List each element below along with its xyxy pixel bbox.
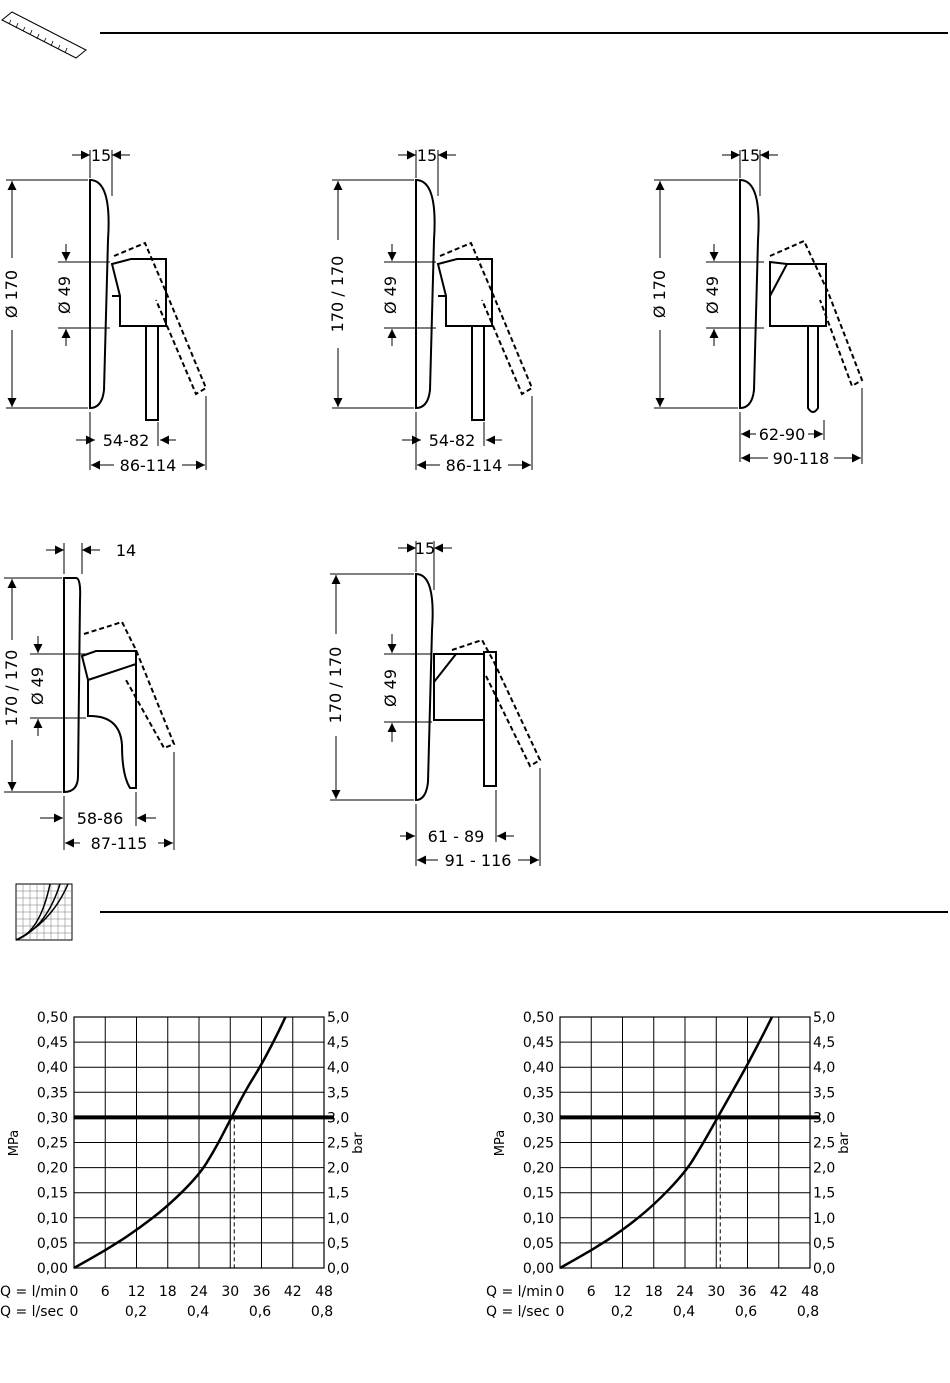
lever-open-position	[440, 243, 532, 394]
dimension-depth-long: 90-118	[772, 449, 830, 468]
dimension-depth-short: 54-82	[102, 431, 150, 450]
x-axis-label-lsec: Q = l/sec	[0, 1304, 64, 1320]
x-tick-label-lmin: 18	[644, 1284, 663, 1300]
y-tick-label-right: 4,5	[813, 1035, 836, 1052]
y-tick-label-right: 2,5	[327, 1135, 350, 1152]
dimension-depth-short: 58-86	[76, 809, 124, 828]
y-tick-label-right: 0,0	[327, 1261, 350, 1277]
dimension-rosette: Ø 49	[381, 275, 400, 315]
valve-drawing-3	[650, 146, 862, 468]
x-tick-label-lmin: 42	[769, 1284, 788, 1300]
dimension-rosette: Ø 49	[55, 275, 74, 315]
flow-chart-1	[0, 1010, 366, 1320]
dimension-top-offset: 15	[90, 146, 112, 165]
rosette-plate	[416, 180, 435, 408]
rosette-plate	[740, 180, 759, 408]
dimension-depth-long: 91 - 116	[444, 851, 512, 870]
x-tick-label-lsec: 0	[555, 1304, 565, 1320]
valve-drawing-1	[2, 146, 206, 475]
x-tick-label-lmin: 42	[283, 1284, 302, 1300]
y-tick-label-right: 1,0	[813, 1210, 836, 1227]
y-tick-label-left: 0,20	[36, 1160, 68, 1177]
y-tick-label-left: 0,25	[522, 1135, 554, 1152]
y-tick-label-left: 0,10	[36, 1210, 68, 1227]
y-tick-label-right: 4,0	[327, 1060, 350, 1077]
cartridge-body	[438, 259, 492, 326]
y-tick-label-left: 0,40	[522, 1060, 554, 1077]
y-tick-label-right: 1,5	[327, 1185, 350, 1202]
dimension-depth-short: 62-90	[758, 425, 806, 444]
dimension-rosette: Ø 49	[703, 275, 722, 315]
y-tick-label-left: 0,35	[522, 1085, 554, 1102]
lever-handle	[472, 326, 484, 420]
cartridge-body	[112, 259, 166, 326]
y-tick-label-right: 3,0	[813, 1110, 836, 1127]
lever-open-position	[114, 243, 206, 394]
dimension-rosette: Ø 49	[381, 668, 400, 708]
y-tick-label-left: 0,00	[522, 1261, 554, 1277]
y-tick-label-right: 0,5	[327, 1235, 350, 1252]
y-tick-label-right: 5,0	[813, 1010, 836, 1026]
y-tick-label-right: 2,5	[813, 1135, 836, 1152]
x-tick-label-lmin: 24	[190, 1284, 208, 1300]
x-axis-label-lmin: Q = l/min	[0, 1284, 67, 1300]
y-tick-label-left: 0,05	[522, 1235, 554, 1252]
y-tick-label-right: 1,5	[813, 1185, 836, 1202]
y-tick-label-left: 0,10	[522, 1210, 554, 1227]
rosette-plate	[90, 180, 109, 408]
y-tick-label-left: 0,30	[36, 1110, 68, 1127]
y-tick-label-left: 0,50	[522, 1010, 554, 1026]
y-tick-label-left: 0,25	[36, 1135, 68, 1152]
rosette-plate	[64, 578, 80, 792]
x-axis-label-lmin: Q = l/min	[486, 1284, 553, 1300]
lever-handle	[146, 326, 158, 420]
y-axis-label-right: bar	[837, 1132, 852, 1154]
x-tick-label-lmin: 30	[221, 1284, 240, 1300]
lever-open-position	[84, 622, 174, 748]
y-tick-label-left: 0,05	[36, 1235, 68, 1252]
y-tick-label-left: 0,20	[522, 1160, 554, 1177]
lever-handle	[808, 326, 818, 412]
x-tick-label-lsec: 0,8	[796, 1304, 820, 1320]
y-tick-label-right: 2,0	[813, 1160, 836, 1177]
x-tick-label-lmin: 24	[676, 1284, 694, 1300]
y-tick-label-right: 5,0	[327, 1010, 350, 1026]
x-tick-label-lmin: 6	[586, 1284, 596, 1300]
dimension-height: Ø 170	[2, 269, 21, 319]
y-tick-label-right: 3,5	[813, 1085, 836, 1102]
x-tick-label-lsec: 0,4	[672, 1304, 696, 1320]
cartridge-body	[434, 654, 484, 720]
y-axis-label-left: MPa	[493, 1129, 508, 1157]
y-tick-label-right: 3,0	[327, 1110, 350, 1127]
x-tick-label-lmin: 18	[158, 1284, 177, 1300]
y-tick-label-right: 4,0	[813, 1060, 836, 1077]
x-tick-label-lsec: 0,4	[186, 1304, 210, 1320]
flow-chart-2	[486, 1010, 852, 1320]
y-tick-label-left: 0,45	[36, 1035, 68, 1052]
y-tick-label-left: 0,15	[522, 1185, 554, 1202]
x-tick-label-lmin: 0	[69, 1284, 79, 1300]
rosette-plate	[416, 574, 433, 800]
y-tick-label-left: 0,15	[36, 1185, 68, 1202]
y-tick-label-right: 2,0	[327, 1160, 350, 1177]
lever-handle	[484, 652, 496, 786]
dimension-depth-long: 86-114	[119, 456, 177, 475]
cartridge-body	[770, 262, 826, 326]
dimension-top-offset: 15	[739, 146, 761, 165]
y-tick-label-left: 0,30	[522, 1110, 554, 1127]
dimension-height: 170 / 170	[328, 255, 347, 333]
y-tick-label-left: 0,45	[522, 1035, 554, 1052]
flow-chart-icon	[16, 884, 72, 940]
dimension-height: 170 / 170	[326, 646, 345, 724]
x-tick-label-lmin: 12	[127, 1284, 146, 1300]
ruler-icon	[2, 12, 86, 58]
x-tick-label-lmin: 36	[738, 1284, 757, 1300]
y-axis-label-left: MPa	[7, 1129, 22, 1157]
dimension-rosette: Ø 49	[28, 666, 47, 706]
dimension-depth-short: 61 - 89	[427, 827, 485, 846]
x-tick-label-lsec: 0,6	[734, 1304, 758, 1320]
x-tick-label-lsec: 0,2	[610, 1304, 634, 1320]
valve-drawing-5	[326, 539, 540, 870]
dimension-height: 170 / 170	[2, 649, 21, 727]
y-tick-label-right: 4,5	[327, 1035, 350, 1052]
x-tick-label-lmin: 30	[707, 1284, 726, 1300]
x-tick-label-lmin: 6	[100, 1284, 110, 1300]
dimension-top-offset: 14	[115, 541, 137, 560]
x-tick-label-lsec: 0,6	[248, 1304, 272, 1320]
dimension-top-offset: 15	[416, 146, 438, 165]
y-tick-label-left: 0,50	[36, 1010, 68, 1026]
x-tick-label-lmin: 48	[315, 1284, 333, 1300]
x-tick-label-lmin: 48	[801, 1284, 819, 1300]
cartridge-body	[82, 651, 136, 788]
y-tick-label-left: 0,00	[36, 1261, 68, 1277]
dimension-depth-long: 86-114	[445, 456, 503, 475]
y-tick-label-left: 0,40	[36, 1060, 68, 1077]
x-tick-label-lsec: 0,8	[310, 1304, 334, 1320]
valve-drawing-2	[328, 146, 532, 475]
x-tick-label-lsec: 0,2	[124, 1304, 148, 1320]
y-tick-label-left: 0,35	[36, 1085, 68, 1102]
y-tick-label-right: 3,5	[327, 1085, 350, 1102]
x-tick-label-lmin: 36	[252, 1284, 271, 1300]
dimension-height: Ø 170	[650, 269, 669, 319]
x-axis-label-lsec: Q = l/sec	[486, 1304, 550, 1320]
y-axis-label-right: bar	[351, 1132, 366, 1154]
dimension-top-offset: 15	[414, 539, 436, 558]
x-tick-label-lmin: 0	[555, 1284, 565, 1300]
y-tick-label-right: 1,0	[327, 1210, 350, 1227]
valve-drawing-4	[2, 541, 174, 853]
y-tick-label-right: 0,0	[813, 1261, 836, 1277]
y-tick-label-right: 0,5	[813, 1235, 836, 1252]
dimension-depth-long: 87-115	[90, 834, 148, 853]
x-tick-label-lmin: 12	[613, 1284, 632, 1300]
dimension-depth-short: 54-82	[428, 431, 476, 450]
x-tick-label-lsec: 0	[69, 1304, 79, 1320]
